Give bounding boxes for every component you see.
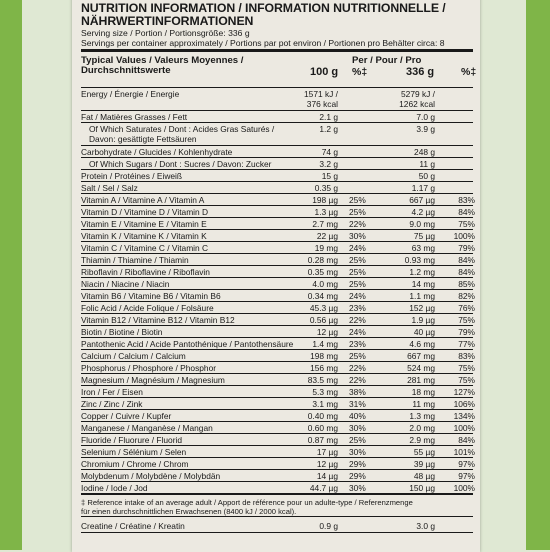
nutrient-name: Chromium / Chrome / Chrom	[81, 459, 189, 469]
value-100g: 1571 kJ /	[304, 89, 338, 99]
nutrient-name: Energy / Énergie / Energie	[81, 89, 180, 99]
nutrient-name: Iron / Fer / Eisen	[81, 387, 143, 397]
table-row	[81, 362, 473, 373]
pct-336g: 97%	[458, 459, 475, 469]
value-336g: 667 µg	[409, 195, 435, 205]
pct-336g: 83%	[458, 351, 475, 361]
value-336g: 11 mg	[412, 399, 435, 409]
value-100g: 4.0 mg	[312, 279, 338, 289]
value-100g: 3.2 g	[319, 159, 338, 169]
pct-336g: 84%	[458, 435, 475, 445]
pct-336g: 106%	[453, 399, 475, 409]
pct-100g: 25%	[349, 279, 366, 289]
pct-336g: 79%	[458, 243, 475, 253]
container-background-left	[0, 0, 22, 550]
typical-values-label-2: Durchschnittswerte	[81, 65, 171, 76]
table-row	[81, 111, 473, 122]
nutrient-name: Zinc / Zinc / Zink	[81, 399, 143, 409]
value-336g: 40 µg	[413, 327, 435, 337]
table-row	[81, 88, 473, 110]
value-100g: 198 mg	[310, 351, 338, 361]
table-row	[81, 182, 473, 193]
pct-100g: 25%	[349, 351, 366, 361]
value-336g: 75 µg	[413, 231, 435, 241]
col-100g: 100 g	[310, 66, 339, 78]
value-100g: 12 µg	[316, 327, 338, 337]
table-row	[81, 458, 473, 469]
value-336g: 2.9 mg	[409, 435, 435, 445]
pct-336g: 83%	[458, 195, 475, 205]
container-background-right	[526, 0, 550, 550]
table-row	[81, 123, 473, 145]
nutrient-name: Niacin / Niacine / Niacin	[81, 279, 170, 289]
value-100g: 0.60 mg	[307, 423, 338, 433]
value-100g: 0.9 g	[319, 521, 338, 531]
nutrient-name: Folic Acid / Acide Folique / Folsäure	[81, 303, 214, 313]
nutrient-name: Copper / Cuivre / Kupfer	[81, 411, 172, 421]
pct-336g: 101%	[453, 447, 475, 457]
pct-336g: 84%	[458, 255, 475, 265]
value-336g: 281 mg	[407, 375, 435, 385]
value-336g: 150 µg	[409, 483, 435, 493]
value-100g: 45.3 µg	[309, 303, 338, 313]
pct-336g: 100%	[453, 231, 475, 241]
pct-100g: 30%	[349, 231, 366, 241]
table-row	[81, 338, 473, 349]
nutrient-name: Vitamin B6 / Vitamine B6 / Vitamin B6	[81, 291, 221, 301]
nutrient-name: Magnesium / Magnésium / Magnesium	[81, 375, 225, 385]
pct-336g: 75%	[458, 375, 475, 385]
pct-336g: 75%	[458, 363, 475, 373]
value-336g: 1.2 mg	[409, 267, 435, 277]
pct-100g: 24%	[349, 243, 366, 253]
divider	[81, 516, 473, 517]
nutrient-name: Fluoride / Fluorure / Fluorid	[81, 435, 183, 445]
table-row	[81, 158, 473, 169]
value-100g: 0.56 µg	[309, 315, 338, 325]
nutrient-name: Vitamin E / Vitamine E / Vitamin E	[81, 219, 207, 229]
value-100g: 1.3 µg	[314, 207, 338, 217]
table-row	[81, 230, 473, 241]
value-336g: 248 g	[414, 147, 435, 157]
pct-336g: 76%	[458, 303, 475, 313]
nutrient-name: Vitamin A / Vitamine A / Vitamin A	[81, 195, 205, 205]
panel-title	[81, 0, 473, 28]
pct-336g: 77%	[458, 339, 475, 349]
serving-size: Serving size / Portion / Portionsgröße: 336 g	[81, 28, 250, 38]
pct-100g: 30%	[349, 483, 366, 493]
pct-100g: 38%	[349, 387, 366, 397]
value-336g: 524 mg	[407, 363, 435, 373]
title-line-1: NUTRITION INFORMATION / INFORMATION NUTRITIONNELLE /	[81, 1, 446, 15]
value-336g: 4.6 mg	[409, 339, 435, 349]
col-pct-336g: %‡	[461, 66, 477, 78]
table-row	[81, 434, 473, 445]
value-100g: 3.1 mg	[312, 399, 338, 409]
value-336g: 1.17 g	[411, 183, 435, 193]
pct-100g: 25%	[349, 195, 366, 205]
value-336g: 50 g	[418, 171, 435, 181]
table-row	[81, 446, 473, 457]
value-100g: 0.87 mg	[307, 435, 338, 445]
nutrient-name: Thiamin / Thiamine / Thiamin	[81, 255, 189, 265]
pct-100g: 29%	[349, 459, 366, 469]
title-line-2: NÄHRWERTINFORMATIONEN	[81, 14, 254, 28]
value-100g: 22 µg	[316, 231, 338, 241]
nutrient-name: Molybdenum / Molybdène / Molybdän	[81, 471, 221, 481]
table-row	[81, 278, 473, 289]
nutrient-name: Vitamin K / Vitamine K / Vitamin K	[81, 231, 207, 241]
value-100g: 19 mg	[314, 243, 338, 253]
value-100g: 0.35 g	[314, 183, 338, 193]
pct-336g: 84%	[458, 207, 475, 217]
pct-100g: 31%	[349, 399, 366, 409]
nutrient-name: Iodine / Iode / Jod	[81, 483, 148, 493]
value-336g: 48 µg	[413, 471, 435, 481]
nutrient-name: Vitamin C / Vitamine C / Vitamin C	[81, 243, 209, 253]
table-row	[81, 326, 473, 337]
value-336g: 5279 kJ /	[401, 89, 435, 99]
pct-336g: 75%	[458, 315, 475, 325]
nutrient-name: Of Which Saturates / Dont : Acides Gras Saturés /	[89, 124, 275, 134]
nutrient-name: Biotin / Biotine / Biotin	[81, 327, 163, 337]
pct-100g: 40%	[349, 411, 366, 421]
table-row	[81, 386, 473, 397]
footnote-line-1: ‡ Reference intake of an average adult / Apport de référence pour un adulte-type / Referenzmenge	[81, 498, 413, 507]
pct-100g: 30%	[349, 447, 366, 457]
value-100g: 2.1 g	[319, 112, 338, 122]
table-row	[81, 410, 473, 421]
value-336g: 3.0 g	[416, 521, 435, 531]
col-pct-100g: %‡	[352, 66, 368, 78]
pct-336g: 75%	[458, 219, 475, 229]
pct-100g: 22%	[349, 315, 366, 325]
pct-100g: 24%	[349, 327, 366, 337]
value-100g: 5.3 mg	[312, 387, 338, 397]
nutrient-name: Vitamin D / Vitamine D / Vitamin D	[81, 207, 209, 217]
table-row	[81, 146, 473, 157]
servings-per-container: Servings per container approximately / Portions par pot environ / Portionen pro Behälter circa: 8	[81, 38, 445, 48]
table-row	[81, 218, 473, 229]
pct-100g: 22%	[349, 363, 366, 373]
value-336g: 63 mg	[411, 243, 435, 253]
value-336g: 2.0 mg	[409, 423, 435, 433]
col-336g: 336 g	[406, 66, 435, 78]
nutrient-name: Selenium / Sélénium / Selen	[81, 447, 187, 457]
column-headers	[81, 52, 477, 87]
table-row	[81, 470, 473, 481]
pct-336g: 97%	[458, 471, 475, 481]
table-row	[81, 350, 473, 361]
pct-100g: 22%	[349, 219, 366, 229]
table-row	[81, 206, 473, 217]
value-100g: 0.34 mg	[307, 291, 338, 301]
value-336g: 667 mg	[407, 351, 435, 361]
value-336g: 3.9 g	[416, 124, 435, 134]
value-100g: 12 µg	[316, 459, 338, 469]
value-336g-2: 1262 kcal	[399, 99, 435, 109]
nutrient-name: Manganese / Manganèse / Mangan	[81, 423, 213, 433]
nutrient-name-2: Davon: gesättigte Fettsäuren	[89, 134, 197, 144]
value-336g: 1.9 µg	[411, 315, 435, 325]
nutrient-name: Protein / Protéines / Eiweiß	[81, 171, 183, 181]
value-100g: 0.35 mg	[307, 267, 338, 277]
pct-100g: 25%	[349, 207, 366, 217]
table-row	[81, 422, 473, 433]
pct-100g: 23%	[349, 303, 366, 313]
nutrient-name: Pantothenic Acid / Acide Pantothénique / Pantothensäure	[81, 339, 294, 349]
pct-100g: 23%	[349, 339, 366, 349]
value-336g: 1.3 mg	[409, 411, 435, 421]
nutrition-label	[72, 0, 480, 552]
value-336g: 0.93 mg	[404, 255, 435, 265]
value-336g: 14 mg	[411, 279, 435, 289]
value-336g: 11 g	[419, 159, 435, 169]
pct-336g: 100%	[453, 483, 475, 493]
pct-100g: 25%	[349, 255, 366, 265]
table-row	[81, 170, 473, 181]
nutrient-name: Of Which Sugars / Dont : Sucres / Davon: Zucker	[89, 159, 272, 169]
typical-values-label: Typical Values / Valeurs Moyennes /	[81, 55, 244, 66]
creatine-row	[81, 519, 473, 532]
nutrient-name: Carbohydrate / Glucides / Kohlenhydrate	[81, 147, 233, 157]
nutrient-name: Riboflavin / Riboflavine / Riboflavin	[81, 267, 210, 277]
value-100g-2: 376 kcal	[306, 99, 338, 109]
pct-336g: 82%	[458, 291, 475, 301]
value-336g: 39 µg	[413, 459, 435, 469]
value-336g: 4.2 µg	[411, 207, 435, 217]
value-100g: 74 g	[321, 147, 338, 157]
value-100g: 0.28 mg	[307, 255, 338, 265]
value-100g: 44.7 µg	[309, 483, 338, 493]
value-100g: 14 µg	[316, 471, 338, 481]
divider	[81, 532, 473, 533]
nutrient-name: Vitamin B12 / Vitamine B12 / Vitamin B12	[81, 315, 235, 325]
nutrient-name: Fat / Matières Grasses / Fett	[81, 112, 188, 122]
value-100g: 1.2 g	[319, 124, 338, 134]
value-336g: 152 µg	[409, 303, 435, 313]
nutrient-name: Calcium / Calcium / Calcium	[81, 351, 186, 361]
pct-336g: 84%	[458, 267, 475, 277]
value-100g: 2.7 mg	[312, 219, 338, 229]
pct-100g: 30%	[349, 423, 366, 433]
nutrient-name: Creatine / Créatine / Kreatin	[81, 521, 185, 531]
value-336g: 1.1 mg	[409, 291, 435, 301]
pct-336g: 127%	[453, 387, 475, 397]
pct-336g: 100%	[453, 423, 475, 433]
pct-100g: 22%	[349, 375, 366, 385]
table-row	[81, 302, 473, 313]
value-100g: 15 g	[321, 171, 338, 181]
nutrient-table	[81, 88, 473, 494]
nutrition-panel	[81, 0, 477, 533]
table-row	[81, 266, 473, 277]
value-100g: 156 mg	[310, 363, 338, 373]
nutrient-name: Salt / Sel / Salz	[81, 183, 138, 193]
table-row	[81, 254, 473, 265]
value-336g: 18 mg	[411, 387, 435, 397]
table-row	[81, 290, 473, 301]
value-100g: 83.5 mg	[307, 375, 338, 385]
table-row	[81, 482, 473, 493]
value-100g: 17 µg	[316, 447, 338, 457]
table-row	[81, 314, 473, 325]
table-row	[81, 398, 473, 409]
per-label: Per / Pour / Pro	[352, 55, 422, 66]
value-336g: 9.0 mg	[409, 219, 435, 229]
pct-336g: 79%	[458, 327, 475, 337]
table-row	[81, 374, 473, 385]
pct-100g: 25%	[349, 267, 366, 277]
table-row	[81, 194, 473, 205]
value-336g: 55 µg	[413, 447, 435, 457]
pct-100g: 24%	[349, 291, 366, 301]
pct-100g: 25%	[349, 435, 366, 445]
pct-336g: 85%	[458, 279, 475, 289]
value-336g: 7.0 g	[416, 112, 435, 122]
value-100g: 198 µg	[312, 195, 338, 205]
value-100g: 1.4 mg	[312, 339, 338, 349]
value-100g: 0.40 mg	[307, 411, 338, 421]
footnote	[81, 495, 473, 516]
footnote-line-2: für einen durchschnittlichen Erwachsenen (8400 kJ / 2000 kcal).	[81, 507, 297, 516]
pct-336g: 134%	[453, 411, 475, 421]
nutrient-name: Phosphorus / Phosphore / Phosphor	[81, 363, 217, 373]
pct-100g: 29%	[349, 471, 366, 481]
table-row	[81, 242, 473, 253]
